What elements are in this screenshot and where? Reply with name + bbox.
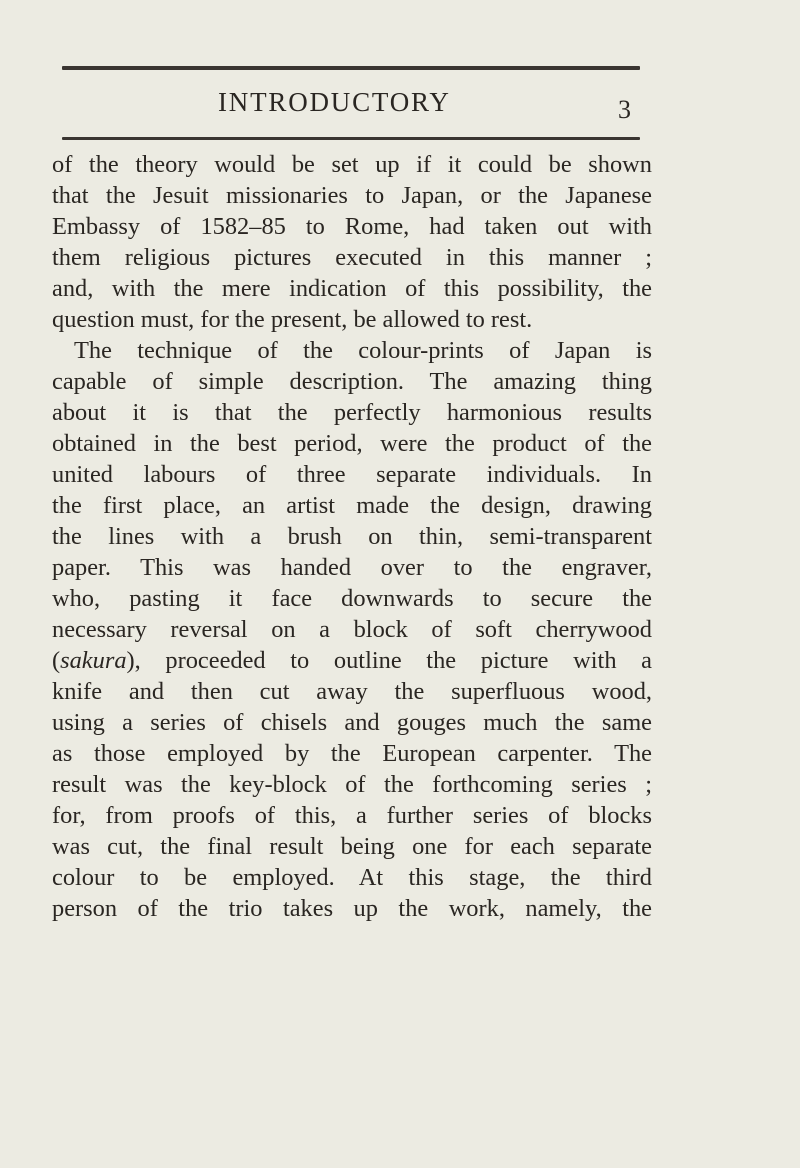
text-line: using a series of chisels and gouges much the same [52, 709, 652, 736]
header-rule-top [62, 66, 640, 70]
text-line-italic [52, 645, 652, 676]
paren-open: ( [52, 647, 61, 674]
text-line: that the Jesuit missionaries to Japan, or the Japanese [52, 182, 652, 209]
text-line: as those employed by the European carpenter. The [52, 740, 652, 767]
header-rule-bottom [62, 137, 640, 140]
italic-word: sakura [60, 647, 127, 674]
text-line: of the theory would be set up if it could be shown [52, 151, 652, 178]
text-line: the lines with a brush on thin, semi-transparent [52, 523, 652, 550]
line-remainder: ), proceeded to outline the picture with a [126, 647, 652, 674]
text-line: for, from proofs of this, a further series of blocks [52, 802, 652, 829]
text-line: result was the key-block of the forthcoming series ; [52, 771, 652, 798]
text-line: was cut, the final result being one for each separate [52, 833, 652, 860]
text-line: them religious pictures executed in this manner ; [52, 244, 652, 271]
text-line: capable of simple description. The amazing thing [52, 368, 652, 395]
text-line: necessary reversal on a block of soft cherrywood [52, 616, 652, 643]
text-line: question must, for the present, be allowed to rest. [52, 306, 533, 333]
text-line: the first place, an artist made the design, drawing [52, 492, 652, 519]
text-line: obtained in the best period, were the product of the [52, 430, 652, 457]
running-head: INTRODUCTORY [218, 87, 451, 117]
text-line: Embassy of 1582–85 to Rome, had taken out with [52, 213, 652, 240]
text-line: person of the trio takes up the work, namely, the [52, 895, 652, 922]
page-number: 3 [618, 95, 631, 124]
text-line: who, pasting it face downwards to secure the [52, 585, 652, 612]
text-line: united labours of three separate individuals. In [52, 461, 652, 488]
text-line: about it is that the perfectly harmonious results [52, 399, 652, 426]
text-line: and, with the mere indication of this possibility, the [52, 275, 652, 302]
text-line: knife and then cut away the superfluous wood, [52, 678, 652, 705]
text-line: The technique of the colour-prints of Japan is [74, 337, 652, 364]
page-header [0, 86, 800, 122]
text-line: colour to be employed. At this stage, the third [52, 864, 652, 891]
body-text [52, 149, 652, 924]
text-line: paper. This was handed over to the engraver, [52, 554, 652, 581]
